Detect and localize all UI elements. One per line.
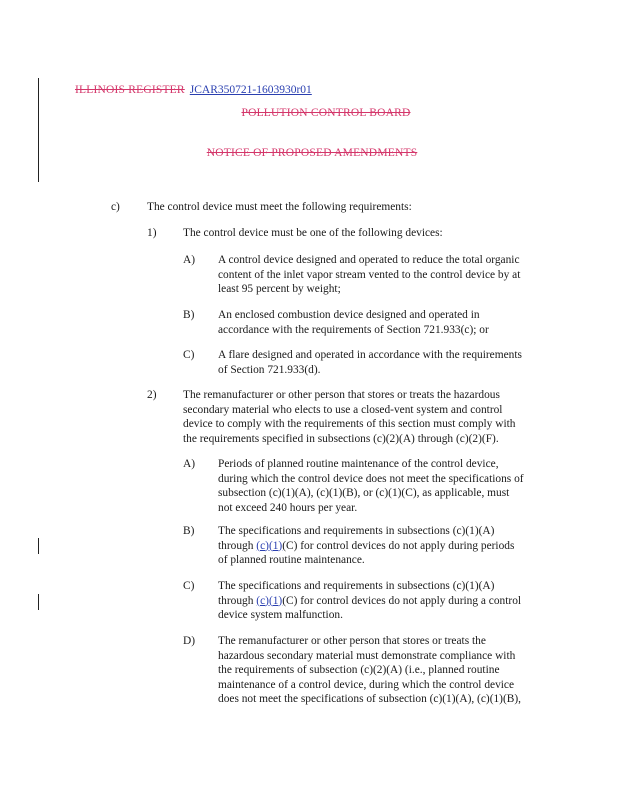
item-1c-label: C) — [183, 349, 195, 361]
change-bar-low — [38, 594, 39, 610]
item-2b-label: B) — [183, 525, 195, 537]
register-header — [75, 80, 312, 98]
notice-title: NOTICE OF PROPOSED AMENDMENTS — [206, 147, 418, 159]
section-c-label: c) — [111, 201, 120, 213]
item-2a-label: A) — [183, 458, 196, 470]
section-c-text: The control device must meet the following requirements: — [147, 201, 412, 213]
change-bar-mid — [38, 538, 39, 554]
item-1b-label: B) — [183, 309, 195, 321]
item-2-label: 2) — [147, 389, 157, 401]
subsection-link[interactable]: (c)(1) — [256, 594, 283, 607]
change-bar-top — [38, 78, 39, 182]
item-1-label: 1) — [147, 227, 157, 239]
subsection-link[interactable]: (c)(1) — [256, 539, 283, 552]
item-2d-text: The remanufacturer or other person that stores or treats the hazardous secondary material must demonstrate compliance with the requirements of subsection (c)(2)(A) (i.e., planned routine maintenance of a control device, during which the control device does not meet the specifications of subsection (c)(1)(A), (c)(1)(B), — [218, 635, 522, 705]
item-2-text: The remanufacturer or other person that stores or treats the hazardous secondary material who elects to use a closed-vent system and control device to comply with the requirements of this section must comply with the requirements specified in subsections (c)(2)(A) through (c)(2)(F). — [183, 389, 516, 445]
item-1b-text: An enclosed combustion device designed and operated in accordance with the requirements of Section 721.933(c); or — [218, 309, 489, 336]
item-2c-label: C) — [183, 580, 195, 592]
item-1c-text: A flare designed and operated in accordance with the requirements of Section 721.933(d). — [218, 349, 522, 376]
item-1-text: The control device must be one of the following devices: — [183, 227, 443, 239]
item-2b-text: The specifications and requirements in subsections (c)(1)(A) through (c)(1)(C) for control devices do not apply during periods of planned routine maintenance. — [218, 525, 515, 566]
item-2d-label: D) — [183, 635, 196, 647]
register-code: JCAR350721-1603930r01 — [189, 84, 312, 96]
item-2a-text: Periods of planned routine maintenance of the control device, during which the control device does not meet the specifications of subsection (c)(1)(A), (c)(1)(B), or (c)(1)(C), as applicable, must not exceed 240 hours per year. — [218, 458, 524, 514]
item-2c-text: The specifications and requirements in subsections (c)(1)(A) through (c)(1)(C) for control devices do not apply during a control device system malfunction. — [218, 580, 522, 621]
item-1a-text: A control device designed and operated to reduce the total organic content of the inlet vapor stream vented to the control device by at least 95 percent by weight; — [218, 254, 521, 295]
board-title: POLLUTION CONTROL BOARD — [241, 107, 411, 119]
item-1a-label: A) — [183, 254, 196, 266]
register-title: ILLINOIS REGISTER — [75, 84, 185, 96]
